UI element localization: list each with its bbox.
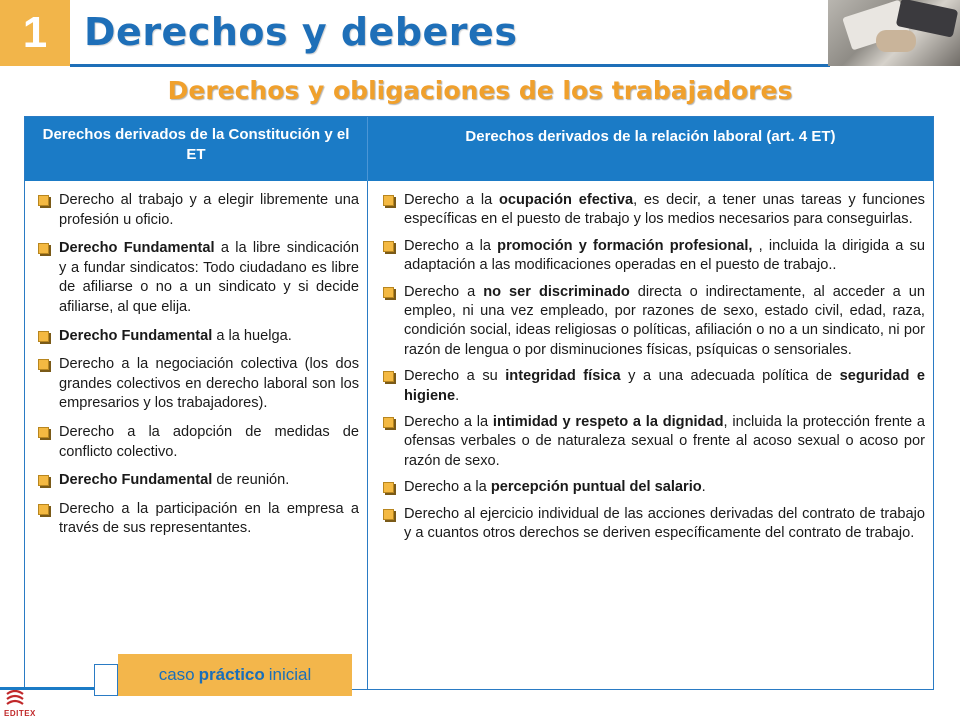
bullet-icon [383, 195, 394, 206]
caso-practico-button[interactable] [94, 654, 354, 696]
caso-square [94, 664, 118, 696]
bullet-icon [38, 427, 49, 438]
left-column [25, 181, 367, 689]
list-item: Derecho a su integridad física y a una adecuada política de seguridad e higiene. [380, 367, 925, 406]
logo-text: EDITEX [4, 709, 36, 718]
bullet-icon [38, 475, 49, 486]
bullet-icon [383, 482, 394, 493]
list-item: Derecho a la percepción puntual del salario. [380, 478, 925, 497]
list-item: Derecho a la participación en la empresa a través de sus representantes. [35, 500, 359, 539]
list-item: Derecho a no ser discriminado directa o indirectamente, al acceder a un empleo, ni una vez empleado, por razones de sexo, estado civil, edad, raza, condición social, ideas religiosas o políticas, afiliación o no a un sindicato, ni por razón de lengua o por disminuciones físicas, psíquicas o sensoriales. [380, 283, 925, 361]
bullet-icon [383, 371, 394, 382]
list-item: Derecho a la intimidad y respeto a la dignidad, incluida la protección frente a ofensas verbales o de naturaleza sexual o frente al acoso sexual o acoso por razón de sexo. [380, 413, 925, 471]
list-item: Derecho a la negociación colectiva (los dos grandes colectivos en derecho laboral son los empresarios y los trabajadores). [35, 355, 359, 414]
section-subtitle: Derechos y obligaciones de los trabajadores [167, 76, 793, 105]
editex-logo-icon [4, 690, 26, 708]
header-photo [828, 0, 960, 66]
bullet-icon [383, 509, 394, 520]
table-header [25, 117, 933, 181]
list-item: Derecho Fundamental a la libre sindicación y a fundar sindicatos: Todo ciudadano es libre de afiliarse o no a un sindicato y si decide afiliarse, al que elija. [35, 239, 359, 317]
caso-practico-label[interactable]: caso práctico inicial [118, 654, 352, 696]
bullet-icon [38, 504, 49, 515]
bullet-icon [38, 359, 49, 370]
list-item: Derecho Fundamental a la huelga. [35, 327, 359, 347]
right-column-header: Derechos derivados de la relación laboral (art. 4 ET) [367, 117, 933, 181]
bullet-icon [38, 243, 49, 254]
list-item: Derecho a la adopción de medidas de conflicto colectivo. [35, 423, 359, 462]
chapter-number: 1 [0, 0, 70, 66]
bullet-icon [38, 195, 49, 206]
list-item: Derecho a la promoción y formación profesional, , incluida la dirigida a su adaptación a las modificaciones operadas en el puesto de trabajo.. [380, 237, 925, 276]
list-item: Derecho a la ocupación efectiva, es decir, a tener unas tareas y funciones específicas en el puesto de trabajo y los medios necesarios para conseguirlas. [380, 191, 925, 230]
list-item: Derecho al trabajo y a elegir libremente una profesión u oficio. [35, 191, 359, 230]
list-item: Derecho al ejercicio individual de las acciones derivadas del contrato de trabajo y a cuantos otros derechos se deriven específicamente del contrato de trabajo. [380, 505, 925, 544]
left-column-header: Derechos derivados de la Constitución y el ET [42, 126, 350, 163]
header-divider [70, 64, 830, 67]
editex-logo [4, 690, 48, 718]
rights-table [24, 116, 934, 690]
bullet-icon [38, 331, 49, 342]
bullet-icon [383, 241, 394, 252]
list-item: Derecho Fundamental de reunión. [35, 471, 359, 491]
page-title: Derechos y deberes [84, 10, 518, 54]
right-column [367, 181, 933, 689]
bullet-icon [383, 287, 394, 298]
bullet-icon [383, 417, 394, 428]
